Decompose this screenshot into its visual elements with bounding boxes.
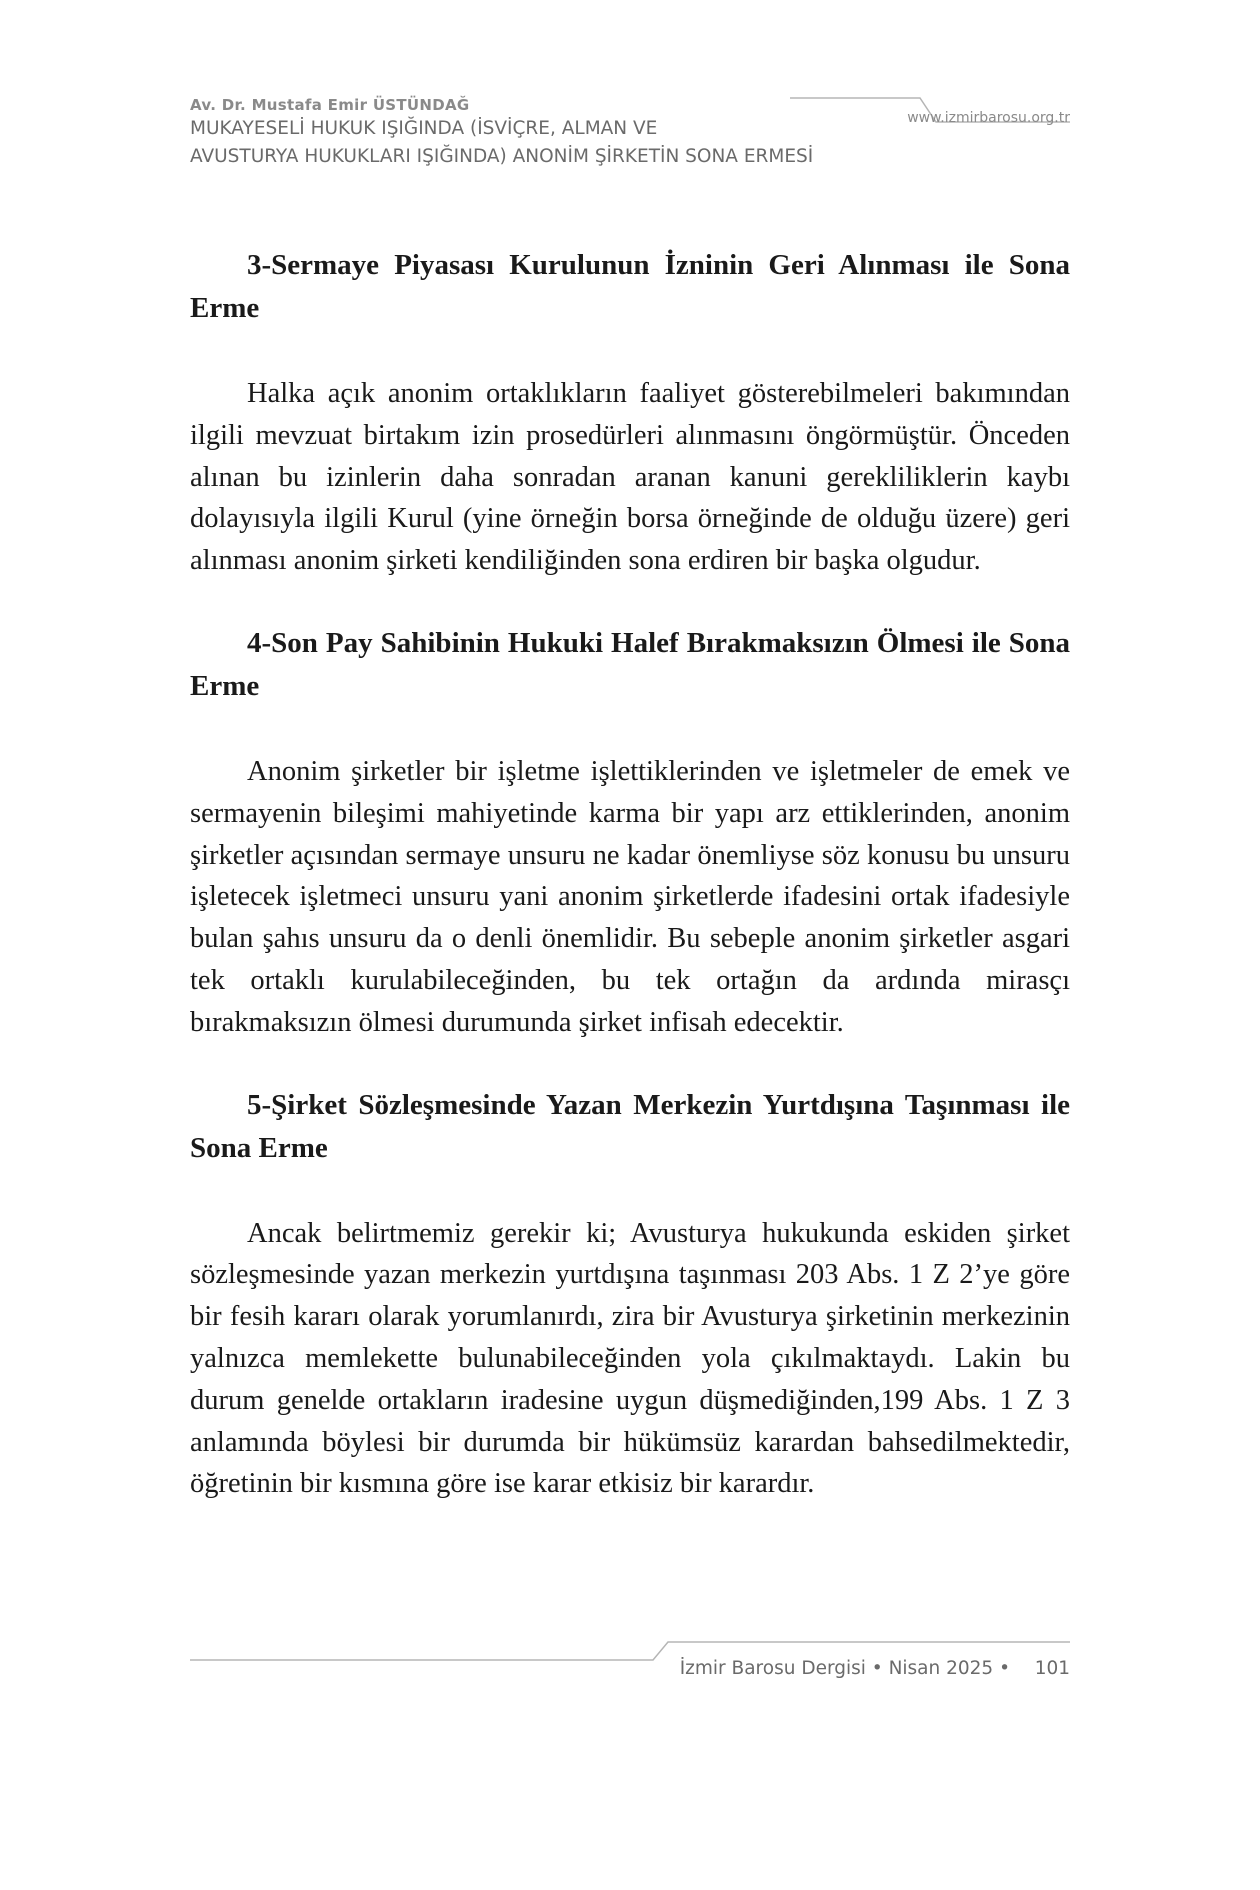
section-paragraph: Ancak belirtmemiz gerekir ki; Avusturya hukukunda eskiden şirket sözleşmesinde yazan merkezin yurtdışına taşınması 203 Abs. 1 Z 2’ye göre bir fesih kararı olarak yorumlanırdı, zira bir Avusturya şirketinin merkezinin yalnızca memlekette bulunabileceğinden yola çıkılmaktaydı. Lakin bu durum genelde ortakların iradesine uygun düşmediğinden,199 Abs. 1 Z 3 anlamında böylesi bir durumda bir hükümsüz karardan bahsedilmektedir, öğretinin bir kısmına göre ise karar etkisiz bir karardır. [190, 1217, 1070, 1500]
page-number: 101 [1034, 1658, 1070, 1679]
section-heading: 3-Sermaye Piyasası Kurulunun İzninin Geri Alınması ile Sona Erme [190, 249, 1070, 324]
page-footer [190, 1640, 1070, 1690]
article-title-line-1: MUKAYESELİ HUKUK IŞIĞINDA (İSVİÇRE, ALMAN VE [190, 118, 658, 139]
journal-name: İzmir Barosu Dergisi • Nisan 2025 • [679, 1658, 1010, 1679]
section-heading: 4-Son Pay Sahibinin Hukuki Halef Bırakmaksızın Ölmesi ile Sona Erme [190, 626, 1070, 702]
section-paragraph: Halka açık anonim ortaklıkların faaliyet gösterebilmeleri bakımından ilgili mevzuat birtakım izin prosedürleri alınmasını öngörmüştür. Önceden alınan bu izinlerin daha sonradan aranan kanuni gerekliliklerin kaybı dolayısıyla ilgili Kurul (yine örneğin borsa örneğinde de olduğu üzere) geri alınması anonim şirketi kendiliğinden sona erdiren bir başka olgudur. [190, 378, 1070, 577]
website-link[interactable]: www.izmirbarosu.org.tr [907, 110, 1070, 126]
article-title-line-2: AVUSTURYA HUKUKLARI IŞIĞINDA) ANONİM ŞİRKETİN SONA ERMESİ [190, 146, 814, 167]
article-body [190, 244, 1070, 1505]
author-name: Av. Dr. Mustafa Emir ÜSTÜNDAĞ [190, 96, 470, 114]
section-heading: 5-Şirket Sözleşmesinde Yazan Merkezin Yurtdışına Taşınması ile Sona Erme [190, 1088, 1070, 1164]
page-header [190, 96, 1070, 170]
section-paragraph: Anonim şirketler bir işletme işlettiklerinden ve işletmeler de emek ve sermayenin bileşimi mahiyetinde karma bir yapı arz ettiklerinden, anonim şirketler açısından sermaye unsuru ne kadar önemliyse söz konusu bu unsuru işletecek işletmeci unsuru yani anonim şirketlerde ifadesini ortak ifadesiyle bulan şahıs unsuru da o denli önemlidir. Bu sebeple anonim şirketler asgari tek ortaklı kurulabileceğinden, bu tek ortağın da ardında mirasçı bırakmaksızın ölmesi durumunda şirket infisah edecektir. [190, 755, 1070, 1038]
